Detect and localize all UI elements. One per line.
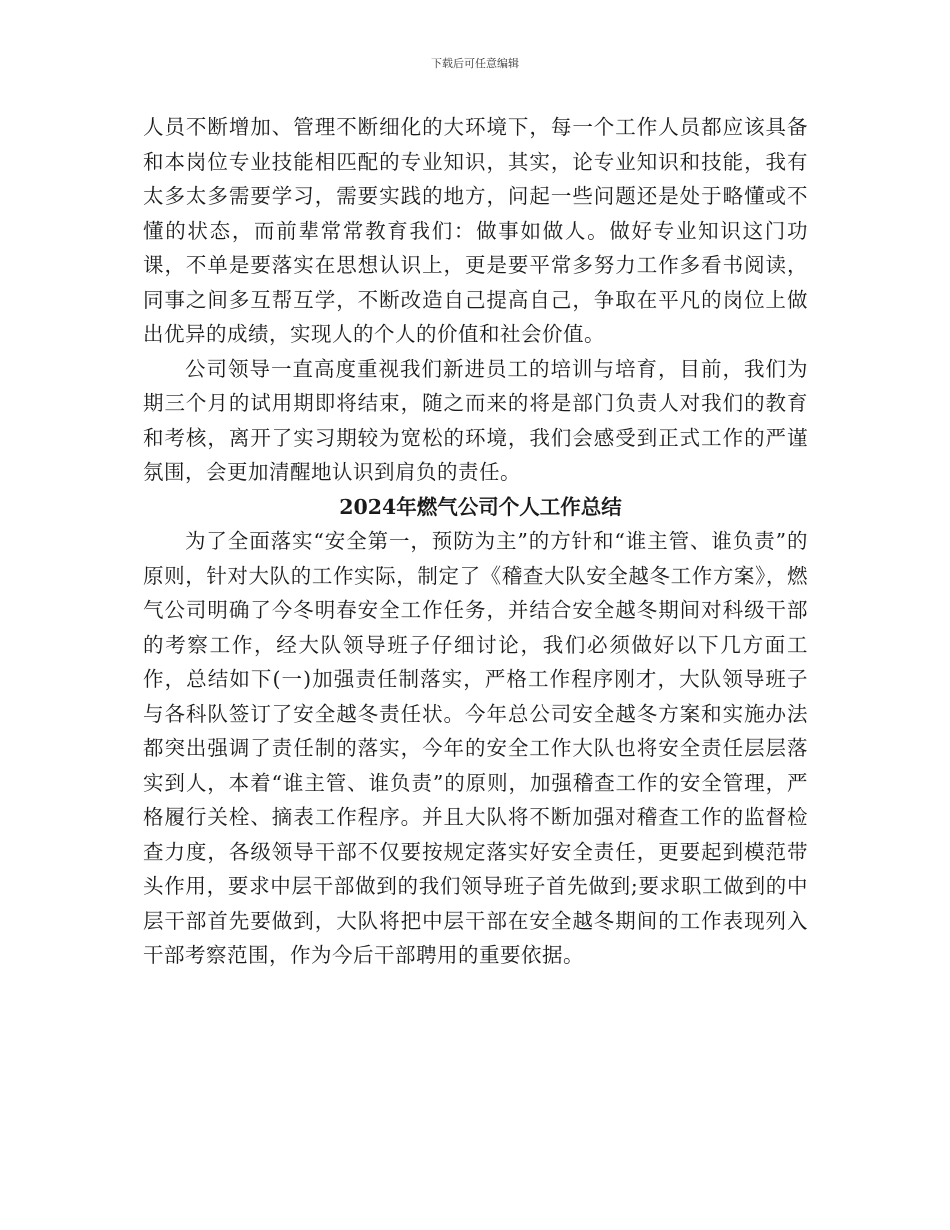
paragraph-safety: 为了全面落实“安全第一，预防为主”的方针和“谁主管、谁负责”的原则，针对大队的工作实际，制定了《稽查大队安全越冬工作方案》，燃气公司明确了今冬明春安全工作任务，并结合安全越冬期间对科级干部的考察工作，经大队领导班子仔细讨论，我们必须做好以下几方面工作，总结如下(一)加强责任制落实，严格工作程序刚才，大队领导班子与各科队签订了安全越冬责任状。今年总公司安全越冬方案和实施办法都突出强调了责任制的落实，今年的安全工作大队也将安全责任层层落实到人，本着“谁主管、谁负责”的原则，加强稽查工作的安全管理，严格履行关栓、摘表工作程序。并且大队将不断加强对稽查工作的监督检查力度，各级领导干部不仅要按规定落实好安全责任，更要起到模范带头作用，要求中层干部做到的我们领导班子首先做到;要求职工做到的中层干部首先要做到，大队将把中层干部在安全越冬期间的工作表现列入干部考察范围，作为今后干部聘用的重要依据。 xyxy=(143,529,808,967)
paragraph-training: 公司领导一直高度重视我们新进员工的培训与培育，目前，我们为期三个月的试用期即将结束，随之而来的将是部门负责人对我们的教育和考核，离开了实习期较为宽松的环境，我们会感受到正式工作的严谨氛围，会更加清醒地认识到肩负的责任。 xyxy=(143,356,808,484)
paragraph-continuation: 人员不断增加、管理不断细化的大环境下，每一个工作人员都应该具备和本岗位专业技能相匹配的专业知识，其实，论专业知识和技能，我有太多太多需要学习，需要实践的地方，问起一些问题还是处于略懂或不懂的状态，而前辈常常教育我们：做事如做人。做好专业知识这门功课，不单是要落实在思想认识上，更是要平常多努力工作多看书阅读，同事之间多互帮互学，不断改造自己提高自己，争取在平凡的岗位上做出优异的成绩，实现人的个人的价值和社会价值。 xyxy=(143,115,808,346)
document-title: 2024年燃气公司个人工作总结 xyxy=(339,494,622,519)
page-header: 下载后可任意编辑 xyxy=(431,57,519,70)
document-body xyxy=(143,110,808,973)
